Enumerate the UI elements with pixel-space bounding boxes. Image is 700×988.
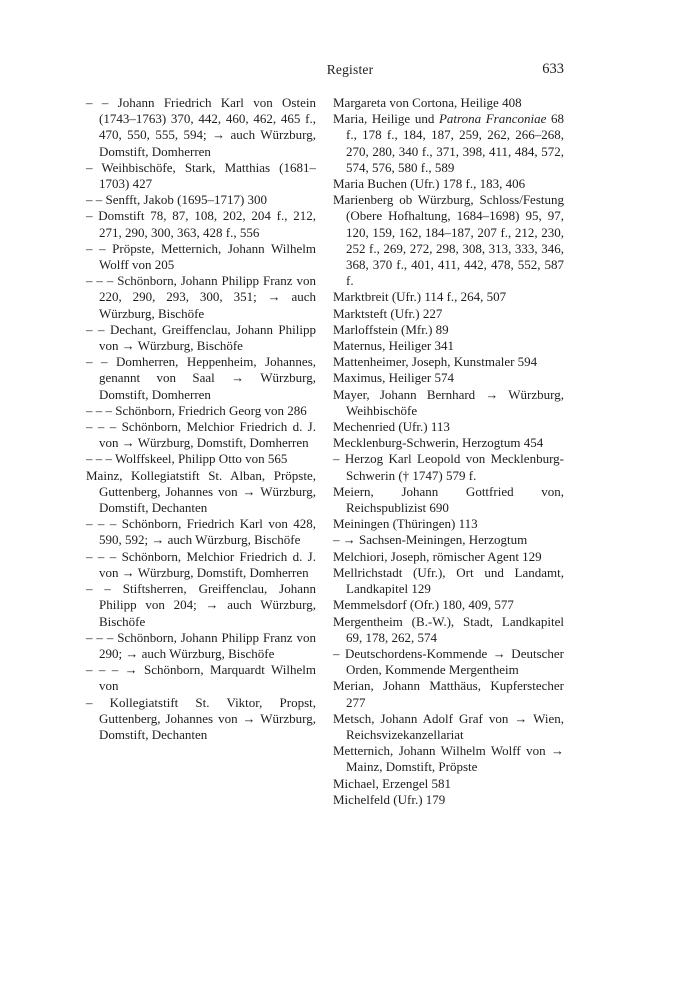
index-entry: – – – Schönborn, Melchior Friedrich d. J. von → Würzburg, Domstift, Domherren [86, 548, 316, 580]
entry-head: Maria, Heilige und [333, 111, 439, 127]
index-entry: Metternich, Johann Wilhelm Wolff von → Mainz, Domstift, Pröpste [333, 743, 564, 775]
index-entry: – – – Schönborn, Johann Philipp Franz von 220, 290, 293, 300, 351; → auch Würzburg, Bischöfe [86, 273, 316, 321]
index-entry: – Weihbischöfe, Stark, Matthias (1681–1703) 427 [86, 159, 316, 192]
index-entry: Margareta von Cortona, Heilige 408 [333, 95, 522, 110]
index-entry: Mergentheim (B.-W.), Stadt, Landkapitel 69, 178, 262, 574 [333, 613, 564, 645]
index-entry: – – – Schönborn, Johann Philipp Franz von 290; → auch Würzburg, Bischöfe [86, 629, 316, 661]
index-entry-maria [333, 111, 564, 176]
index-entry: – – Domherren, Heppenheim, Johannes, genannt von Saal → Würzburg, Domstift, Domherren [86, 354, 316, 402]
entry-pages: 68 f., 178 f., 184, 187, 259, 262, 266–268, 270, 280, 340 f., 371, 398, 411, 484, 572, 574, 576, 580 f., 589 [346, 111, 565, 175]
index-entry: Merian, Johann Matthäus, Kupferstecher 277 [333, 678, 564, 710]
index-entry: – – Pröpste, Metternich, Johann Wilhelm Wolff von 205 [86, 240, 316, 273]
index-entry: Marktbreit (Ufr.) 114 f., 264, 507 [333, 289, 507, 305]
index-entry: Memmelsdorf (Ofr.) 180, 409, 577 [333, 597, 514, 613]
index-entry: Marienberg ob Würzburg, Schloss/Festung (Obere Hofhaltung, 1684–1698) 95, 97, 120, 159, 162, 184–187, 207 f., 212, 230, 252 f., 269, 272, 298, 308, 313, 333, 346, 368, 370 f., 401, 411, 442, 478, 552, 587 f. [333, 192, 564, 289]
index-entry: – – – Schönborn, Melchior Friedrich d. J. von → Würzburg, Domstift, Domherren [86, 419, 316, 451]
index-column-left [86, 95, 316, 743]
index-entry: – Kollegiatstift St. Viktor, Propst, Guttenberg, Johannes von → Würzburg, Domstift, Dechanten [86, 694, 316, 742]
index-entry: – – – Schönborn, Friedrich Georg von 286 [86, 402, 307, 418]
index-entry: Mellrichstadt (Ufr.), Ort und Landamt, Landkapitel 129 [333, 564, 564, 597]
index-column-right [333, 95, 564, 808]
index-entry: – – – Schönborn, Friedrich Karl von 428, 590, 592; → auch Würzburg, Bischöfe [86, 516, 316, 548]
index-entry: Maximus, Heiliger 574 [333, 370, 454, 386]
index-entry: – Deutschordens-Kommende → Deutscher Orden, Kommende Mergentheim [333, 645, 564, 678]
index-entry: Maria Buchen (Ufr.) 178 f., 183, 406 [333, 176, 526, 192]
index-entry: – Domstift 78, 87, 108, 202, 204 f., 212, 271, 290, 300, 363, 428 f., 556 [86, 208, 316, 240]
index-entry: Mainz, Kollegiatstift St. Alban, Pröpste, Guttenberg, Johannes von → Würzburg, Domstift, Dechanten [86, 467, 316, 516]
index-entry: Melchiori, Joseph, römischer Agent 129 [333, 548, 542, 564]
index-entry: Mayer, Johann Bernhard → Würzburg, Weihbischöfe [333, 386, 564, 418]
index-entry: Mechenried (Ufr.) 113 [333, 419, 450, 435]
index-entry: Meiningen (Thüringen) 113 [333, 516, 478, 532]
index-entry: Maternus, Heiliger 341 [333, 338, 454, 354]
index-entry: Meiern, Johann Gottfried von, Reichspublizist 690 [333, 483, 564, 516]
index-entry: Metsch, Johann Adolf Graf von → Wien, Reichsvizekanzellariat [333, 710, 564, 742]
index-entry: – – Senfft, Jakob (1695–1717) 300 [86, 192, 268, 208]
page-number: 633 [542, 61, 564, 77]
index-entry: – – Johann Friedrich Karl von Ostein (1743–1763) 370, 442, 460, 462, 465 f., 470, 550, 555, 594; → auch Würzburg, Domstift, Domherren [86, 95, 316, 159]
index-entry: Michael, Erzengel 581 [333, 775, 452, 791]
index-entry: – – Dechant, Greiffenclau, Johann Philipp von → Würzburg, Bischöfe [86, 321, 316, 354]
index-entry: – Herzog Karl Leopold von Mecklenburg-Schwerin († 1747) 579 f. [333, 451, 564, 483]
index-entry: – – – Wolffskeel, Philipp Otto von 565 [86, 451, 288, 467]
running-header-title: Register [326, 62, 374, 77]
index-entry: Mecklenburg-Schwerin, Herzogtum 454 [333, 435, 544, 451]
index-entry: – → Sachsen-Meiningen, Herzogtum [333, 532, 528, 548]
entry-italic-title: Patrona Franconiae [438, 111, 547, 127]
index-entry: Marloffstein (Mfr.) 89 [333, 321, 449, 337]
index-entry: Mattenheimer, Joseph, Kunstmaler 594 [333, 354, 538, 370]
index-entry: Michelfeld (Ufr.) 179 [333, 791, 446, 807]
index-entry: Marktsteft (Ufr.) 227 [333, 305, 443, 321]
index-entry: – – – → Schönborn, Marquardt Wilhelm von [86, 662, 316, 694]
index-entry: – – Stiftsherren, Greiffenclau, Johann Philipp von 204; → auch Würzburg, Bischöfe [86, 581, 316, 629]
